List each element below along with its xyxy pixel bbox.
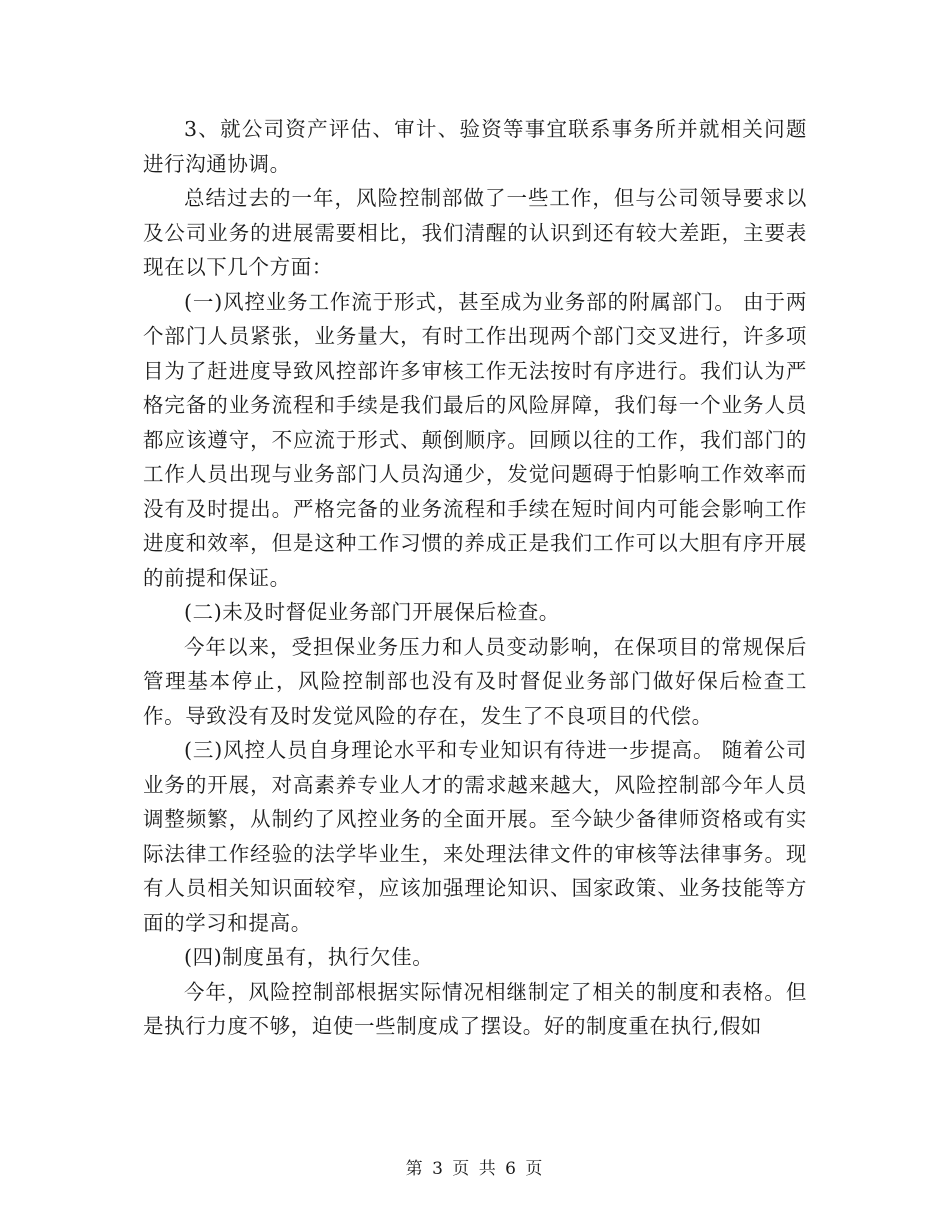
paragraph-summary: 总结过去的一年，风险控制部做了一些工作，但与公司领导要求以及公司业务的进展需要相比，我们清醒的认识到还有较大差距，主要表现在以下几个方面：: [143, 186, 807, 279]
paragraph-issue-4-body: 今年，风险控制部根据实际情况相继制定了相关的制度和表格。但是执行力度不够，迫使一些制度成了摆设。好的制度重在执行,假如: [143, 979, 807, 1038]
paragraph-issue-2-heading: (二)未及时督促业务部门开展保后检查。: [184, 600, 560, 624]
paragraph-issue-3: (三)风控人员自身理论水平和专业知识有待进一步提高。 随着公司业务的开展，对高素养专业人才的需求越来越大，风险控制部今年人员调整频繁，从制约了风控业务的全面开展。至今缺少备律师资格或有实际法律工作经验的法学毕业生，来处理法律文件的审核等法律事务。现有人员相关知识面较窄，应该加强理论知识、国家政策、业务技能等方面的学习和提高。: [143, 738, 807, 935]
page-number: 第 3 页 共 6 页: [405, 1159, 545, 1179]
paragraph-issue-2-body: 今年以来，受担保业务压力和人员变动影响，在保项目的常规保后管理基本停止，风险控制部也没有及时督促业务部门做好保后检查工作。导致没有及时发觉风险的存在，发生了不良项目的代偿。: [143, 634, 807, 728]
document-body: [143, 112, 807, 1044]
paragraph-issue-4-heading: (四)制度虽有，执行欠佳。: [184, 945, 434, 969]
paragraph-issue-1: (一)风控业务工作流于形式，甚至成为业务部的附属部门。 由于两个部门人员紧张，业务量大，有时工作出现两个部门交叉进行，许多项目为了赶进度导致风控部许多审核工作无法按时有序进行。我们认为严格完备的业务流程和手续是我们最后的风险屏障，我们每一个业务人员都应该遵守，不应流于形式、颠倒顺序。回顾以往的工作，我们部门的工作人员出现与业务部门人员沟通少，发觉问题碍于怕影响工作效率而没有及时提出。严格完备的业务流程和手续在短时间内可能会影响工作进度和效率，但是这种工作习惯的养成正是我们工作可以大胆有序开展的前提和保证。: [143, 289, 807, 590]
paragraph-item-3: 3、就公司资产评估、审计、验资等事宜联系事务所并就相关问题进行沟通协调。: [143, 117, 807, 176]
